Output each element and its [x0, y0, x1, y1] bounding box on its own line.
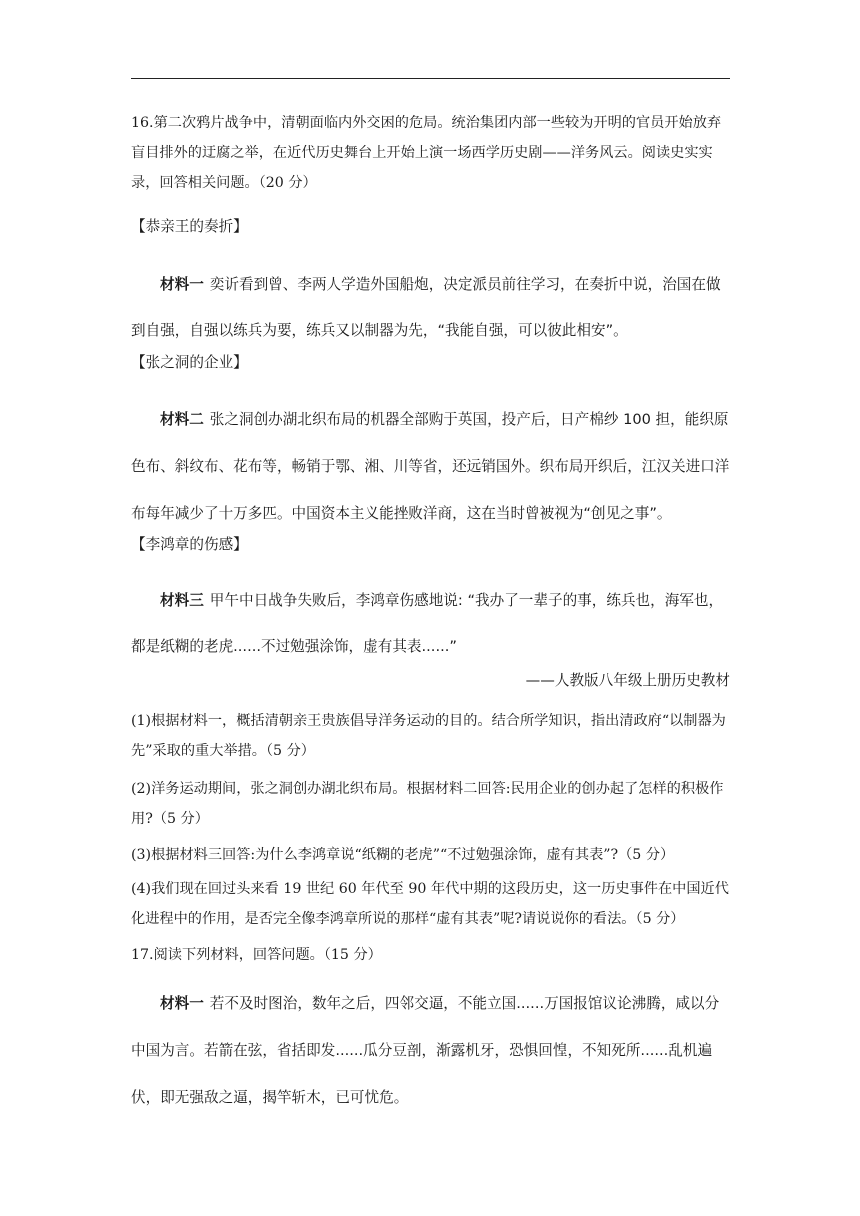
material-label: 材料一 — [160, 995, 204, 1012]
q16-material-2 — [131, 396, 730, 537]
material-text: 张之洞创办湖北织布局的机器全部购于英国，投产后，日产棉纱 100 担，能织原色布、斜纹布、花布等，畅销于鄂、湘、川等省，还远销国外。织布局开织后，江汉关进口洋布每年减少了十万多匹。中国资本主义能挫败洋商，这在当时曾被视为“创见之事”。 — [131, 411, 730, 522]
section-title-prince-gong: 【恭亲王的奏折】 — [131, 218, 248, 235]
q16-material-1 — [131, 262, 730, 354]
material-text: 甲午中日战争失败后，李鸿章伤感地说: “我办了一辈子的事，练兵也，海军也，都是纸糊的老虎......不过勉强涂饰，虚有其表......” — [131, 592, 724, 655]
section-title-zhang-zhidong: 【张之洞的企业】 — [131, 354, 248, 371]
material-text: 若不及时图治，数年之后，四邻交逼，不能立国......万国报馆议论沸腾，咸以分中国为言。若箭在弦，省括即发......瓜分豆剖，渐露机牙，恐惧回惶，不知死所......乱机遍伏，即无强敌之逼，揭竿斩木，已可忧危。 — [131, 995, 720, 1106]
material-label: 材料一 — [160, 276, 204, 293]
q16-sub-question-4: (4)我们现在回过头来看 19 世纪 60 年代至 90 年代中期的这段历史，这一历史事件在中国近代化进程中的作用，是否完全像李鸿章所说的那样“虚有其表”呢?请说说你的看法。（5 分） — [131, 881, 729, 927]
q16-material-3 — [131, 578, 730, 670]
q16-sub-question-2: (2)洋务运动期间，张之洞创办湖北织布局。根据材料二回答:民用企业的创办起了怎样的积极作用?（5 分） — [131, 781, 724, 827]
q16-intro: 16.第二次鸦片战争中，清朝面临内外交困的危局。统治集团内部一些较为开明的官员开始放弃盲目排外的迂腐之举，在近代历史舞台上开始上演一场西学历史剧——洋务风云。阅读史实实录，回答相关问题。（20 分） — [131, 115, 722, 191]
q17-material-1 — [131, 980, 730, 1121]
q17-intro: 17.阅读下列材料，回答问题。（15 分） — [131, 947, 382, 963]
q16-sub-question-1: (1)根据材料一，概括清朝亲王贵族倡导洋务运动的目的。结合所学知识，指出清政府“以制器为先”采取的重大举措。（5 分） — [131, 713, 726, 759]
material-label: 材料二 — [160, 411, 204, 428]
header-rule — [131, 78, 730, 79]
q16-sub-question-3: (3)根据材料三回答:为什么李鸿章说“纸糊的老虎”“不过勉强涂饰，虚有其表”?（5 分） — [131, 847, 675, 863]
material-text: 奕䜣看到曾、李两人学造外国船炮，决定派员前往学习，在奏折中说，治国在做到自强，自强以练兵为要，练兵又以制器为先，“我能自强，可以彼此相安”。 — [131, 276, 721, 339]
section-title-li-hongzhang: 【李鸿章的伤感】 — [131, 536, 248, 553]
material-source: ——人教版八年级上册历史教材 — [525, 672, 730, 689]
material-label: 材料三 — [160, 592, 204, 609]
